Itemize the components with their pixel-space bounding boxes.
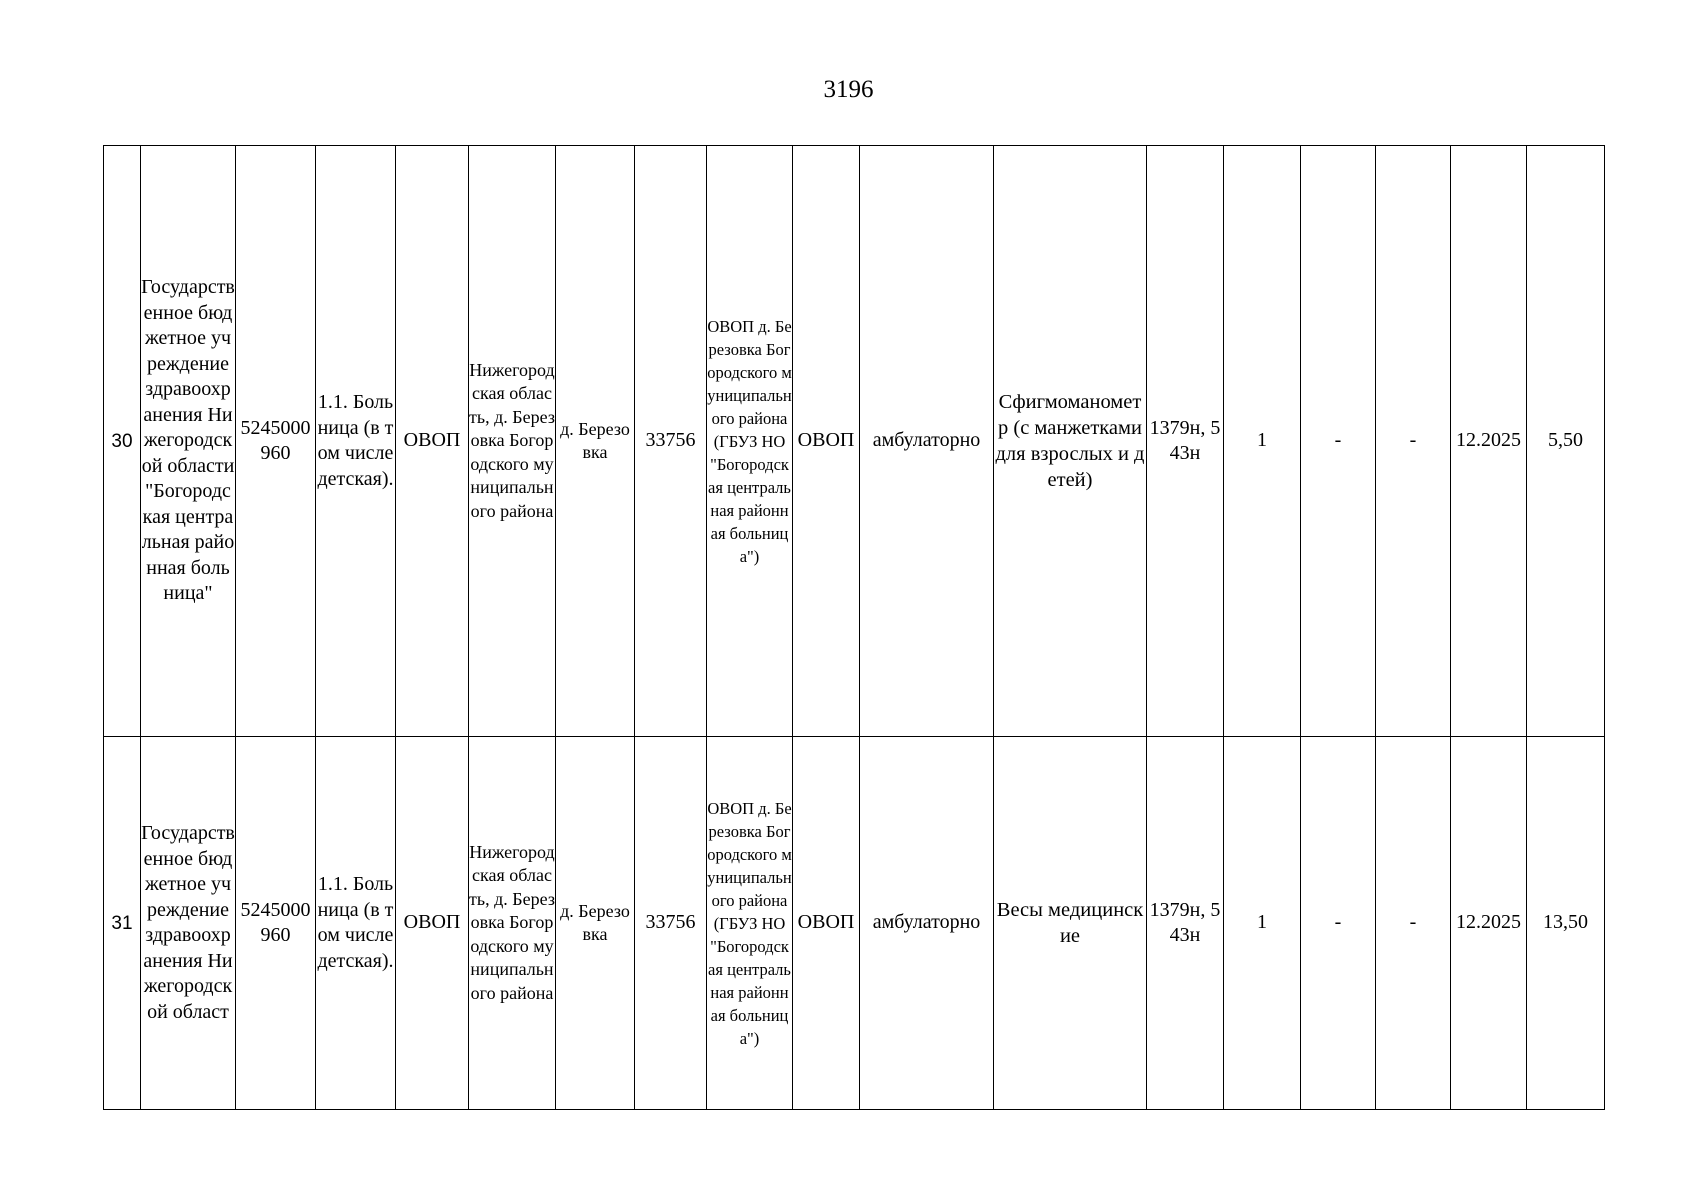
table-row — [104, 146, 1605, 737]
care-condition: амбулаторно — [860, 737, 994, 1110]
organization-name: Государственное бюджетное учреждение здравоохранения Нижегородской област — [141, 737, 236, 1110]
organization-code: 5245000960 — [236, 146, 316, 737]
row-number: 31 — [104, 737, 141, 1110]
dash-value: - — [1376, 146, 1451, 737]
locality: д. Березовка — [556, 737, 635, 1110]
quantity: 1 — [1224, 146, 1301, 737]
quantity: 1 — [1224, 737, 1301, 1110]
subdivision-address: ОВОП д. Березовка Богородского муниципального района (ГБУЗ НО "Богородская центральная районная больница") — [707, 146, 793, 737]
unit-name: ОВОП — [396, 737, 469, 1110]
region-address: Нижегородская область, д. Березовка Богородского муниципального района — [469, 737, 556, 1110]
region-address: Нижегородская область, д. Березовка Богородского муниципального района — [469, 146, 556, 737]
facility-type: 1.1. Больница (в том числе детская). — [316, 737, 396, 1110]
facility-type: 1.1. Больница (в том числе детская). — [316, 146, 396, 737]
due-date: 12.2025 — [1451, 737, 1527, 1110]
price: 13,50 — [1527, 737, 1605, 1110]
order-number: 1379н, 543н — [1147, 146, 1224, 737]
equipment-name: Весы медицинские — [994, 737, 1147, 1110]
unit-name-short: ОВОП — [793, 146, 860, 737]
due-date: 12.2025 — [1451, 146, 1527, 737]
order-number: 1379н, 543н — [1147, 737, 1224, 1110]
unit-name-short: ОВОП — [793, 737, 860, 1110]
dash-value: - — [1376, 737, 1451, 1110]
registry-table — [103, 145, 1605, 1110]
subdivision-address: ОВОП д. Березовка Богородского муниципального района (ГБУЗ НО "Богородская центральная районная больница") — [707, 737, 793, 1110]
unit-name: ОВОП — [396, 146, 469, 737]
dash-value: - — [1301, 737, 1376, 1110]
organization-name: Государственное бюджетное учреждение здравоохранения Нижегородской области "Богородская центральная районная больница" — [141, 146, 236, 737]
postal-index: 33756 — [635, 146, 707, 737]
dash-value: - — [1301, 146, 1376, 737]
page-number: 3196 — [823, 76, 874, 103]
equipment-name: Сфигмоманометр (с манжетками для взрослых и детей) — [994, 146, 1147, 737]
row-number: 30 — [104, 146, 141, 737]
care-condition: амбулаторно — [860, 146, 994, 737]
price: 5,50 — [1527, 146, 1605, 737]
table-row — [104, 737, 1605, 1110]
postal-index: 33756 — [635, 737, 707, 1110]
locality: д. Березовка — [556, 146, 635, 737]
organization-code: 5245000960 — [236, 737, 316, 1110]
